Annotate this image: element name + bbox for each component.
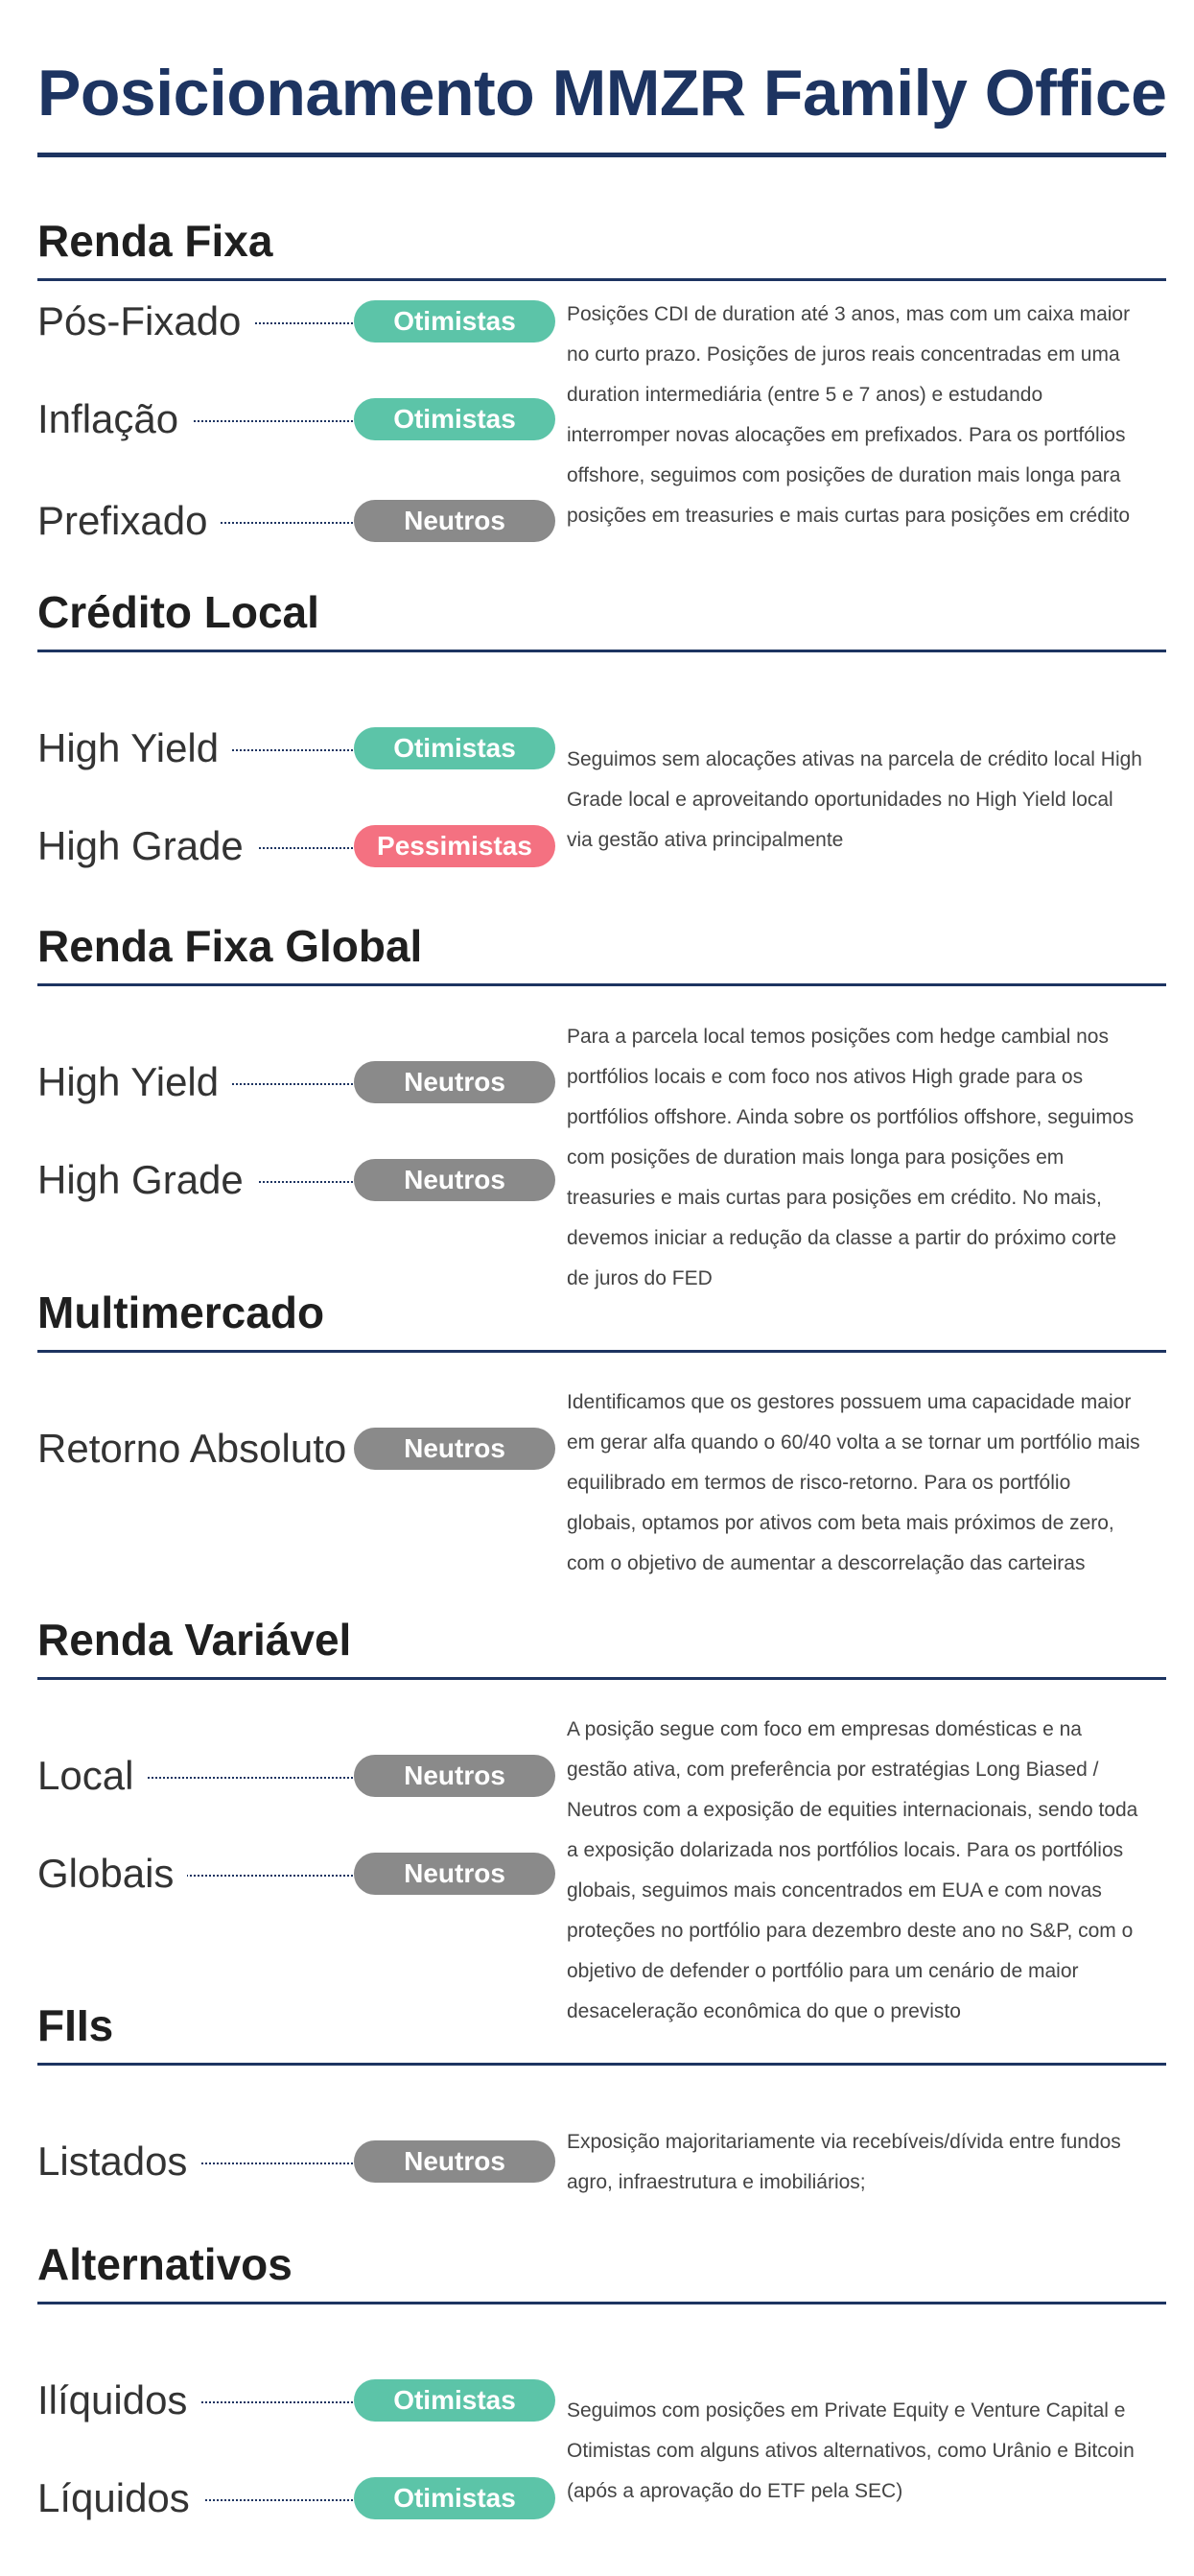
status-badge: Neutros bbox=[354, 1853, 555, 1895]
title-divider bbox=[37, 153, 1166, 157]
section-divider bbox=[37, 983, 1166, 986]
section-heading: FIIs bbox=[37, 2000, 114, 2050]
section-description: Seguimos com posições em Private Equity e Venture Capital e Otimistas com alguns ativos alternativos, como Urânio e Bitcoin (após a aprovação do ETF pela SEC) bbox=[567, 2399, 1135, 2502]
list-item bbox=[37, 297, 555, 345]
row-label: Globais bbox=[37, 1850, 187, 1898]
status-badge: Otimistas bbox=[354, 2379, 555, 2422]
status-badge: Pessimistas bbox=[354, 825, 555, 867]
section-divider bbox=[37, 278, 1166, 281]
status-badge: Otimistas bbox=[354, 398, 555, 440]
status-badge: Neutros bbox=[354, 2140, 555, 2183]
row-label: High Yield bbox=[37, 1058, 232, 1106]
section-heading: Renda Variável bbox=[37, 1615, 352, 1665]
row-label: High Grade bbox=[37, 1156, 257, 1204]
section-divider bbox=[37, 1350, 1166, 1353]
section-description: Posições CDI de duration até 3 anos, mas com um caixa maior no curto prazo. Posições de juros reais concentradas em uma duration intermediária (entre 5 e 7 anos) e estudando interromper novas alocações em prefixados. Para os portfólios offshore, seguimos com posições de duration mais longa para posições em treasuries e mais curtas para posições em crédito bbox=[567, 303, 1131, 527]
section-description: A posição segue com foco em empresas domésticas e na gestão ativa, com preferência por estratégias Long Biased / Neutros com a exposição de equities internacionais, sendo toda a exposição dolarizada nos portfólios locais. Para os portfólios globais, seguimos mais concentrados em EUA e com novas proteções no portfólio para dezembro deste ano no S&P, com o objetivo de defender o portfólio para um cenário de maior desaceleração econômica do que o previsto bbox=[567, 1718, 1138, 2022]
row-label: Local bbox=[37, 1752, 147, 1800]
status-badge: Otimistas bbox=[354, 300, 555, 343]
row-label: Retorno Absoluto bbox=[37, 1425, 360, 1473]
list-item bbox=[37, 1850, 555, 1898]
page-title: Posicionamento MMZR Family Office bbox=[37, 57, 1167, 130]
list-item bbox=[37, 1156, 555, 1204]
list-item bbox=[37, 2138, 555, 2186]
row-label: Ilíquidos bbox=[37, 2376, 200, 2424]
section-description: Exposição majoritariamente via recebíveis/dívida entre fundos agro, infraestrutura e imobiliários; bbox=[567, 2131, 1121, 2193]
row-label: High Yield bbox=[37, 724, 232, 772]
section-description: Identificamos que os gestores possuem uma capacidade maior em gerar alfa quando o 60/40 volta a se tornar um portfólio mais equilibrado em termos de risco-retorno. Para os portfólio globais, optamos por ativos com beta mais próximos de zero, com o objetivo de aumentar a descorrelação das carteiras bbox=[567, 1391, 1140, 1574]
section-divider bbox=[37, 2302, 1166, 2304]
section-description: Seguimos sem alocações ativas na parcela de crédito local High Grade local e aproveitando oportunidades no High Yield local via gestão ativa principalmente bbox=[567, 748, 1142, 851]
row-label: Prefixado bbox=[37, 497, 221, 545]
section-description: Para a parcela local temos posições com hedge cambial nos portfólios locais e com foco nos ativos High grade para os portfólios offshore. Ainda sobre os portfólios offshore, seguimos com posições de duration mais longa para posições em treasuries e mais curtas para posições em crédito. No mais, devemos iniciar a redução da classe a partir do próximo corte de juros do FED bbox=[567, 1026, 1135, 1289]
row-label: Pós-Fixado bbox=[37, 297, 254, 345]
list-item bbox=[37, 497, 555, 545]
list-item bbox=[37, 1752, 555, 1800]
list-item bbox=[37, 1058, 555, 1106]
section-heading: Multimercado bbox=[37, 1288, 325, 1337]
status-badge: Neutros bbox=[354, 1428, 555, 1470]
row-label: High Grade bbox=[37, 822, 257, 870]
section-divider bbox=[37, 1677, 1166, 1680]
section-divider bbox=[37, 650, 1166, 652]
list-item bbox=[37, 395, 555, 443]
section-multimercado bbox=[37, 1288, 1166, 1471]
list-item bbox=[37, 2474, 555, 2522]
list-item bbox=[37, 724, 555, 772]
status-badge: Neutros bbox=[354, 500, 555, 542]
status-badge: Neutros bbox=[354, 1159, 555, 1201]
row-label: Listados bbox=[37, 2138, 200, 2186]
status-badge: Otimistas bbox=[354, 2477, 555, 2519]
section-heading: Crédito Local bbox=[37, 587, 319, 637]
status-badge: Neutros bbox=[354, 1755, 555, 1797]
status-badge: Neutros bbox=[354, 1061, 555, 1103]
row-label: Inflação bbox=[37, 395, 192, 443]
status-badge: Otimistas bbox=[354, 727, 555, 769]
list-item bbox=[37, 822, 555, 870]
row-label: Líquidos bbox=[37, 2474, 203, 2522]
list-item bbox=[37, 2376, 555, 2424]
list-item bbox=[37, 1425, 555, 1473]
section-divider bbox=[37, 2063, 1166, 2066]
section-heading: Renda Fixa Global bbox=[37, 921, 423, 971]
section-heading: Renda Fixa bbox=[37, 216, 273, 266]
section-heading: Alternativos bbox=[37, 2239, 293, 2289]
